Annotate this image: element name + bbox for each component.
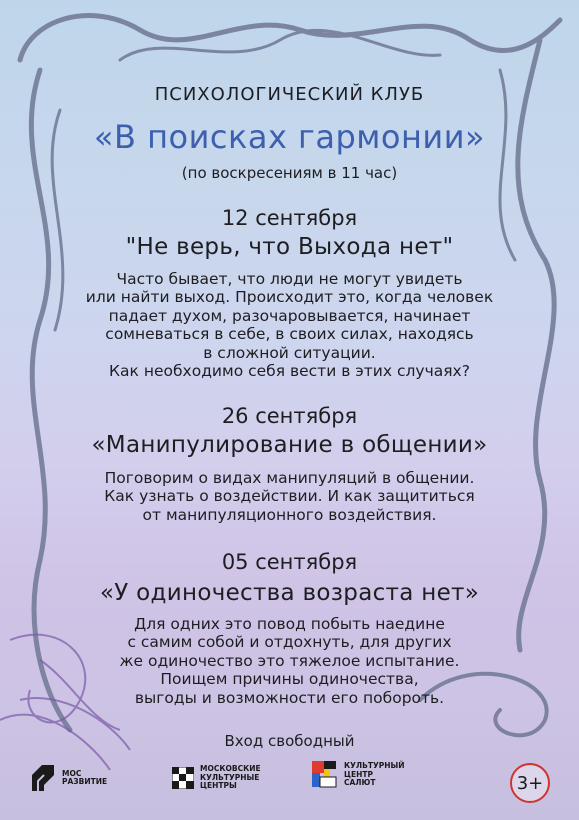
description-line: сомневаться в себе, в своих силах, находясь	[105, 325, 474, 344]
description-line: от манипуляционного воздействия.	[142, 505, 437, 524]
event-description	[0, 615, 579, 707]
logo-line: МОСКОВСКИЕ	[200, 764, 261, 773]
free-entry-note: Вход свободный	[224, 732, 355, 750]
logo-line: ЦЕНТР	[344, 769, 373, 779]
salyut-icon	[312, 761, 338, 789]
event-topic: «У одиночества возраста нет»	[99, 580, 480, 606]
moscow-cultural-centers-logo	[172, 765, 261, 791]
event-date: 12 сентября	[221, 206, 358, 230]
description-line: Поищем причины одиночества,	[160, 670, 419, 689]
checker-icon	[172, 767, 194, 789]
logo-line: САЛЮТ	[344, 778, 376, 788]
logo-line: КУЛЬТУРНЫЙ	[344, 761, 405, 771]
description-line: в сложной ситуации.	[203, 343, 376, 362]
footer-logos	[0, 755, 579, 820]
description-line: Для одних это повод побыть наедине	[134, 615, 445, 633]
description-line: выгоды и возможности его побороть.	[134, 688, 445, 707]
description-line: Как необходимо себя вести в этих случаях?	[109, 362, 470, 381]
logo-line: ЦЕНТРЫ	[200, 781, 237, 790]
event-description	[0, 469, 579, 524]
event-date: 26 сентября	[221, 404, 358, 428]
description-line: Часто бывает, что люди не могут увидеть	[116, 270, 463, 288]
event-topic: «Манипулирование в общении»	[91, 432, 488, 458]
mos-razvitie-logo	[30, 763, 107, 793]
salyut-center-logo	[312, 761, 405, 789]
logo-line: МОС	[62, 768, 82, 778]
description-line: Как узнать о воздействии. И как защититься	[104, 487, 475, 506]
page-title: «В поисках гармонии»	[93, 118, 486, 156]
logo-line: КУЛЬТУРНЫЕ	[200, 772, 260, 782]
event-description	[0, 270, 579, 380]
club-label: ПСИХОЛОГИЧЕСКИЙ КЛУБ	[154, 84, 425, 105]
age-rating-badge: 3+	[510, 763, 550, 803]
description-line: или найти выход. Происходит это, когда человек	[85, 288, 494, 307]
description-line: Поговорим о видах манипуляций в общении.	[104, 469, 475, 487]
schedule-note: (по воскресениям в 11 час)	[181, 164, 398, 182]
event-date: 05 сентября	[221, 550, 358, 574]
logo-line: РАЗВИТИЕ	[62, 777, 108, 786]
description-line: падает духом, разочаровывается, начинает	[108, 306, 471, 325]
event-topic: "Не верь, что Выхода нет"	[125, 234, 454, 260]
description-line: с самим собой и отдохнуть, для других	[127, 633, 452, 652]
mos-razvitie-icon	[30, 763, 56, 793]
description-line: же одиночество это тяжелое испытание.	[119, 651, 460, 670]
